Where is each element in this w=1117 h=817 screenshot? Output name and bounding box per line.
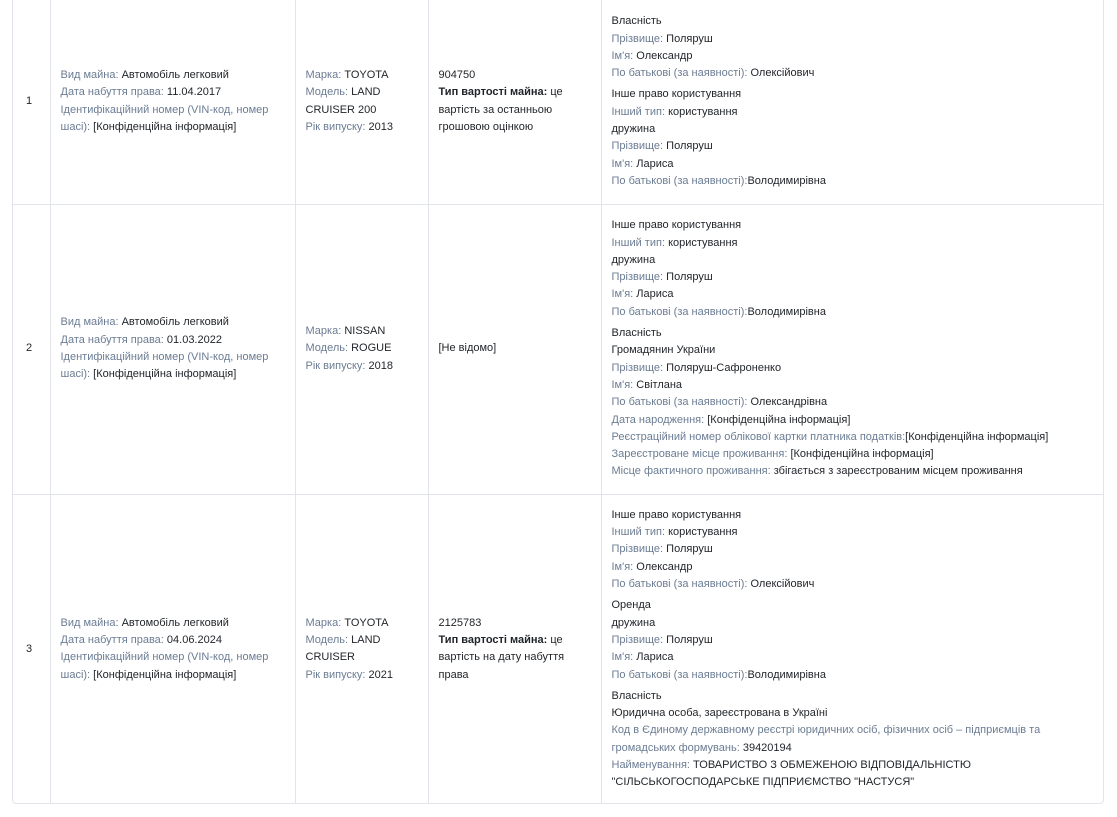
birth-date-label: Дата народження:	[611, 413, 705, 426]
name-label: Ім'я:	[611, 378, 634, 391]
owner-status: Громадянин України	[611, 344, 716, 357]
rights-block-other-use	[612, 86, 1094, 190]
other-type-value: користування	[668, 105, 738, 118]
patronymic-value: Олексійович	[750, 578, 815, 591]
reg-place-value: [Конфіденційна інформація]	[790, 448, 934, 461]
value-type-value: це вартість за останньою грошовою оцінкою	[438, 86, 563, 134]
table-row	[13, 494, 1103, 804]
birth-date-value: [Конфіденційна інформація]	[707, 413, 851, 426]
year-value: 2018	[368, 359, 394, 372]
name-label: Ім'я:	[611, 288, 634, 301]
surname-value: Поляруш-Сафроненко	[666, 361, 782, 374]
name-label: Ім'я:	[611, 49, 634, 62]
kind-value: Автомобіль легковий	[121, 616, 229, 629]
name-value: Лариса	[636, 288, 674, 301]
surname-value: Поляруш	[666, 633, 713, 646]
org-name-value: ТОВАРИСТВО З ОБМЕЖЕНОЮ ВІДПОВІДАЛЬНІСТЮ "СІЛЬСЬКОГОСПОДАРСЬКЕ ПІДПРИЄМСТВО "НАСТУСЯ"	[611, 759, 971, 789]
org-name-label: Найменування:	[611, 759, 690, 772]
value-cell	[428, 494, 601, 804]
surname-label: Прізвище:	[611, 271, 664, 284]
brand-label: Марка:	[305, 325, 342, 338]
brand-value: TOYOTA	[344, 616, 389, 629]
patronymic-label: По батькові (за наявності):	[611, 174, 748, 187]
year-label: Рік випуску:	[305, 668, 366, 681]
model-label: Модель:	[305, 86, 349, 99]
patronymic-value: Володимирівна	[747, 668, 826, 681]
other-type-label: Інший тип:	[611, 236, 665, 249]
brand-label: Марка:	[305, 616, 342, 629]
row-number-cell	[13, 204, 50, 494]
property-info-cell	[50, 204, 295, 494]
right-title: Власність	[611, 327, 662, 340]
name-label: Ім'я:	[611, 157, 634, 170]
patronymic-value: Олексійович	[750, 67, 815, 80]
rights-cell	[601, 0, 1103, 204]
patronymic-label: По батькові (за наявності):	[611, 578, 748, 591]
vehicle-info-cell	[295, 0, 428, 204]
vin-value: [Конфіденційна інформація]	[93, 668, 237, 681]
model-label: Модель:	[305, 342, 349, 355]
name-value: Лариса	[636, 651, 674, 664]
row-number: 3	[26, 642, 33, 655]
right-title: Оренда	[611, 599, 651, 612]
value-cell	[428, 0, 601, 204]
patronymic-label: По батькові (за наявності):	[611, 396, 748, 409]
kind-label: Вид майна:	[60, 69, 119, 82]
property-info-cell	[50, 0, 295, 204]
name-value: Олександр	[636, 49, 693, 62]
right-title: Інше право користування	[611, 88, 742, 101]
property-info-cell	[50, 494, 295, 804]
reg-place-label: Зареєстроване місце проживання:	[611, 448, 788, 461]
tax-id-value: [Конфіденційна інформація]	[905, 430, 1049, 443]
vin-label: Ідентифікаційний номер (VIN-код, номер шасі):	[60, 103, 269, 134]
acq-date-label: Дата набуття права:	[60, 86, 164, 99]
vin-label: Ідентифікаційний номер (VIN-код, номер шасі):	[60, 651, 269, 681]
relation-value: дружина	[611, 123, 656, 136]
surname-value: Поляруш	[666, 32, 713, 45]
edr-code-label: Код в Єдиному державному реєстрі юридичних осіб, фізичних осіб – підприємців та громадських формувань:	[611, 724, 1041, 754]
kind-label: Вид майна:	[60, 316, 119, 329]
right-title: Інше право користування	[611, 508, 742, 521]
other-type-value: користування	[668, 236, 738, 249]
rights-cell	[601, 494, 1103, 804]
right-title: Власність	[611, 15, 662, 28]
vehicles-table-container	[12, 0, 1104, 804]
relation-value: дружина	[611, 616, 656, 629]
surname-value: Поляруш	[666, 543, 713, 556]
kind-value: Автомобіль легковий	[121, 316, 229, 329]
surname-value: Поляруш	[666, 271, 713, 284]
year-label: Рік випуску:	[305, 359, 366, 372]
rights-block-ownership	[612, 325, 1094, 481]
owner-status: Юридична особа, зареєстрована в Україні	[611, 707, 828, 720]
row-number: 1	[26, 95, 33, 108]
surname-label: Прізвище:	[611, 361, 664, 374]
value-type-label: Тип вартості майна:	[438, 86, 548, 99]
right-title: Інше право користування	[611, 219, 742, 232]
vin-value: [Конфіденційна інформація]	[93, 368, 237, 381]
name-label: Ім'я:	[611, 560, 634, 573]
year-value: 2013	[368, 121, 394, 134]
brand-label: Марка:	[305, 69, 342, 82]
acq-date-label: Дата набуття права:	[60, 333, 164, 346]
value-amount: 2125783	[438, 616, 482, 629]
acq-date-value: 01.03.2022	[166, 333, 222, 346]
value-cell	[428, 204, 601, 494]
kind-value: Автомобіль легковий	[121, 69, 229, 82]
row-number-cell	[13, 0, 50, 204]
tax-id-label: Реєстраційний номер облікової картки платника податків:	[611, 430, 906, 443]
brand-value: NISSAN	[344, 325, 386, 338]
value-type-label: Тип вартості майна:	[438, 633, 548, 646]
patronymic-value: Олександрівна	[750, 396, 828, 409]
year-label: Рік випуску:	[305, 121, 366, 134]
rights-block-ownership	[612, 13, 1094, 82]
vehicle-info-cell	[295, 204, 428, 494]
other-type-value: користування	[668, 526, 738, 539]
surname-label: Прізвище:	[611, 32, 664, 45]
rights-block-rent	[612, 597, 1094, 683]
model-value: LAND CRUISER	[305, 633, 381, 664]
surname-value: Поляруш	[666, 140, 713, 153]
acq-date-value: 11.04.2017	[166, 86, 222, 99]
relation-value: дружина	[611, 253, 656, 266]
actual-place-label: Місце фактичного проживання:	[611, 465, 771, 478]
name-value: Олександр	[636, 560, 693, 573]
rights-block-ownership	[612, 688, 1094, 792]
table-row	[13, 0, 1103, 204]
acq-date-value: 04.06.2024	[166, 633, 222, 646]
name-value: Світлана	[636, 378, 683, 391]
other-type-label: Інший тип:	[611, 105, 665, 118]
name-label: Ім'я:	[611, 651, 634, 664]
patronymic-value: Володимирівна	[747, 305, 826, 318]
rights-cell	[601, 204, 1103, 494]
surname-label: Прізвище:	[611, 633, 664, 646]
patronymic-label: По батькові (за наявності):	[611, 668, 748, 681]
vehicle-info-cell	[295, 494, 428, 804]
edr-code-value: 39420194	[742, 741, 792, 754]
model-label: Модель:	[305, 633, 349, 646]
patronymic-label: По батькові (за наявності):	[611, 67, 748, 80]
rights-block-other-use	[612, 507, 1094, 593]
row-number-cell	[13, 494, 50, 804]
model-value: LAND CRUISER 200	[305, 86, 381, 116]
kind-label: Вид майна:	[60, 616, 119, 629]
year-value: 2021	[368, 668, 394, 681]
value-amount: 904750	[438, 69, 476, 82]
patronymic-label: По батькові (за наявності):	[611, 305, 748, 318]
value-unknown: [Не відомо]	[438, 342, 497, 355]
model-value: ROGUE	[351, 342, 392, 355]
brand-value: TOYOTA	[344, 69, 389, 82]
table-row	[13, 204, 1103, 494]
acq-date-label: Дата набуття права:	[60, 633, 164, 646]
value-type-value: це вартість на дату набуття права	[438, 633, 565, 681]
right-title: Власність	[611, 689, 662, 702]
name-value: Лариса	[636, 157, 674, 170]
patronymic-value: Володимирівна	[747, 174, 826, 187]
surname-label: Прізвище:	[611, 140, 664, 153]
surname-label: Прізвище:	[611, 543, 664, 556]
actual-place-value: збігається з зареєстрованим місцем проживання	[773, 465, 1023, 478]
rights-block-other-use	[612, 217, 1094, 321]
other-type-label: Інший тип:	[611, 526, 665, 539]
vehicles-table	[13, 0, 1103, 804]
vin-value: [Конфіденційна інформація]	[93, 121, 237, 134]
row-number: 2	[26, 342, 33, 355]
vin-label: Ідентифікаційний номер (VIN-код, номер шасі):	[60, 351, 269, 381]
